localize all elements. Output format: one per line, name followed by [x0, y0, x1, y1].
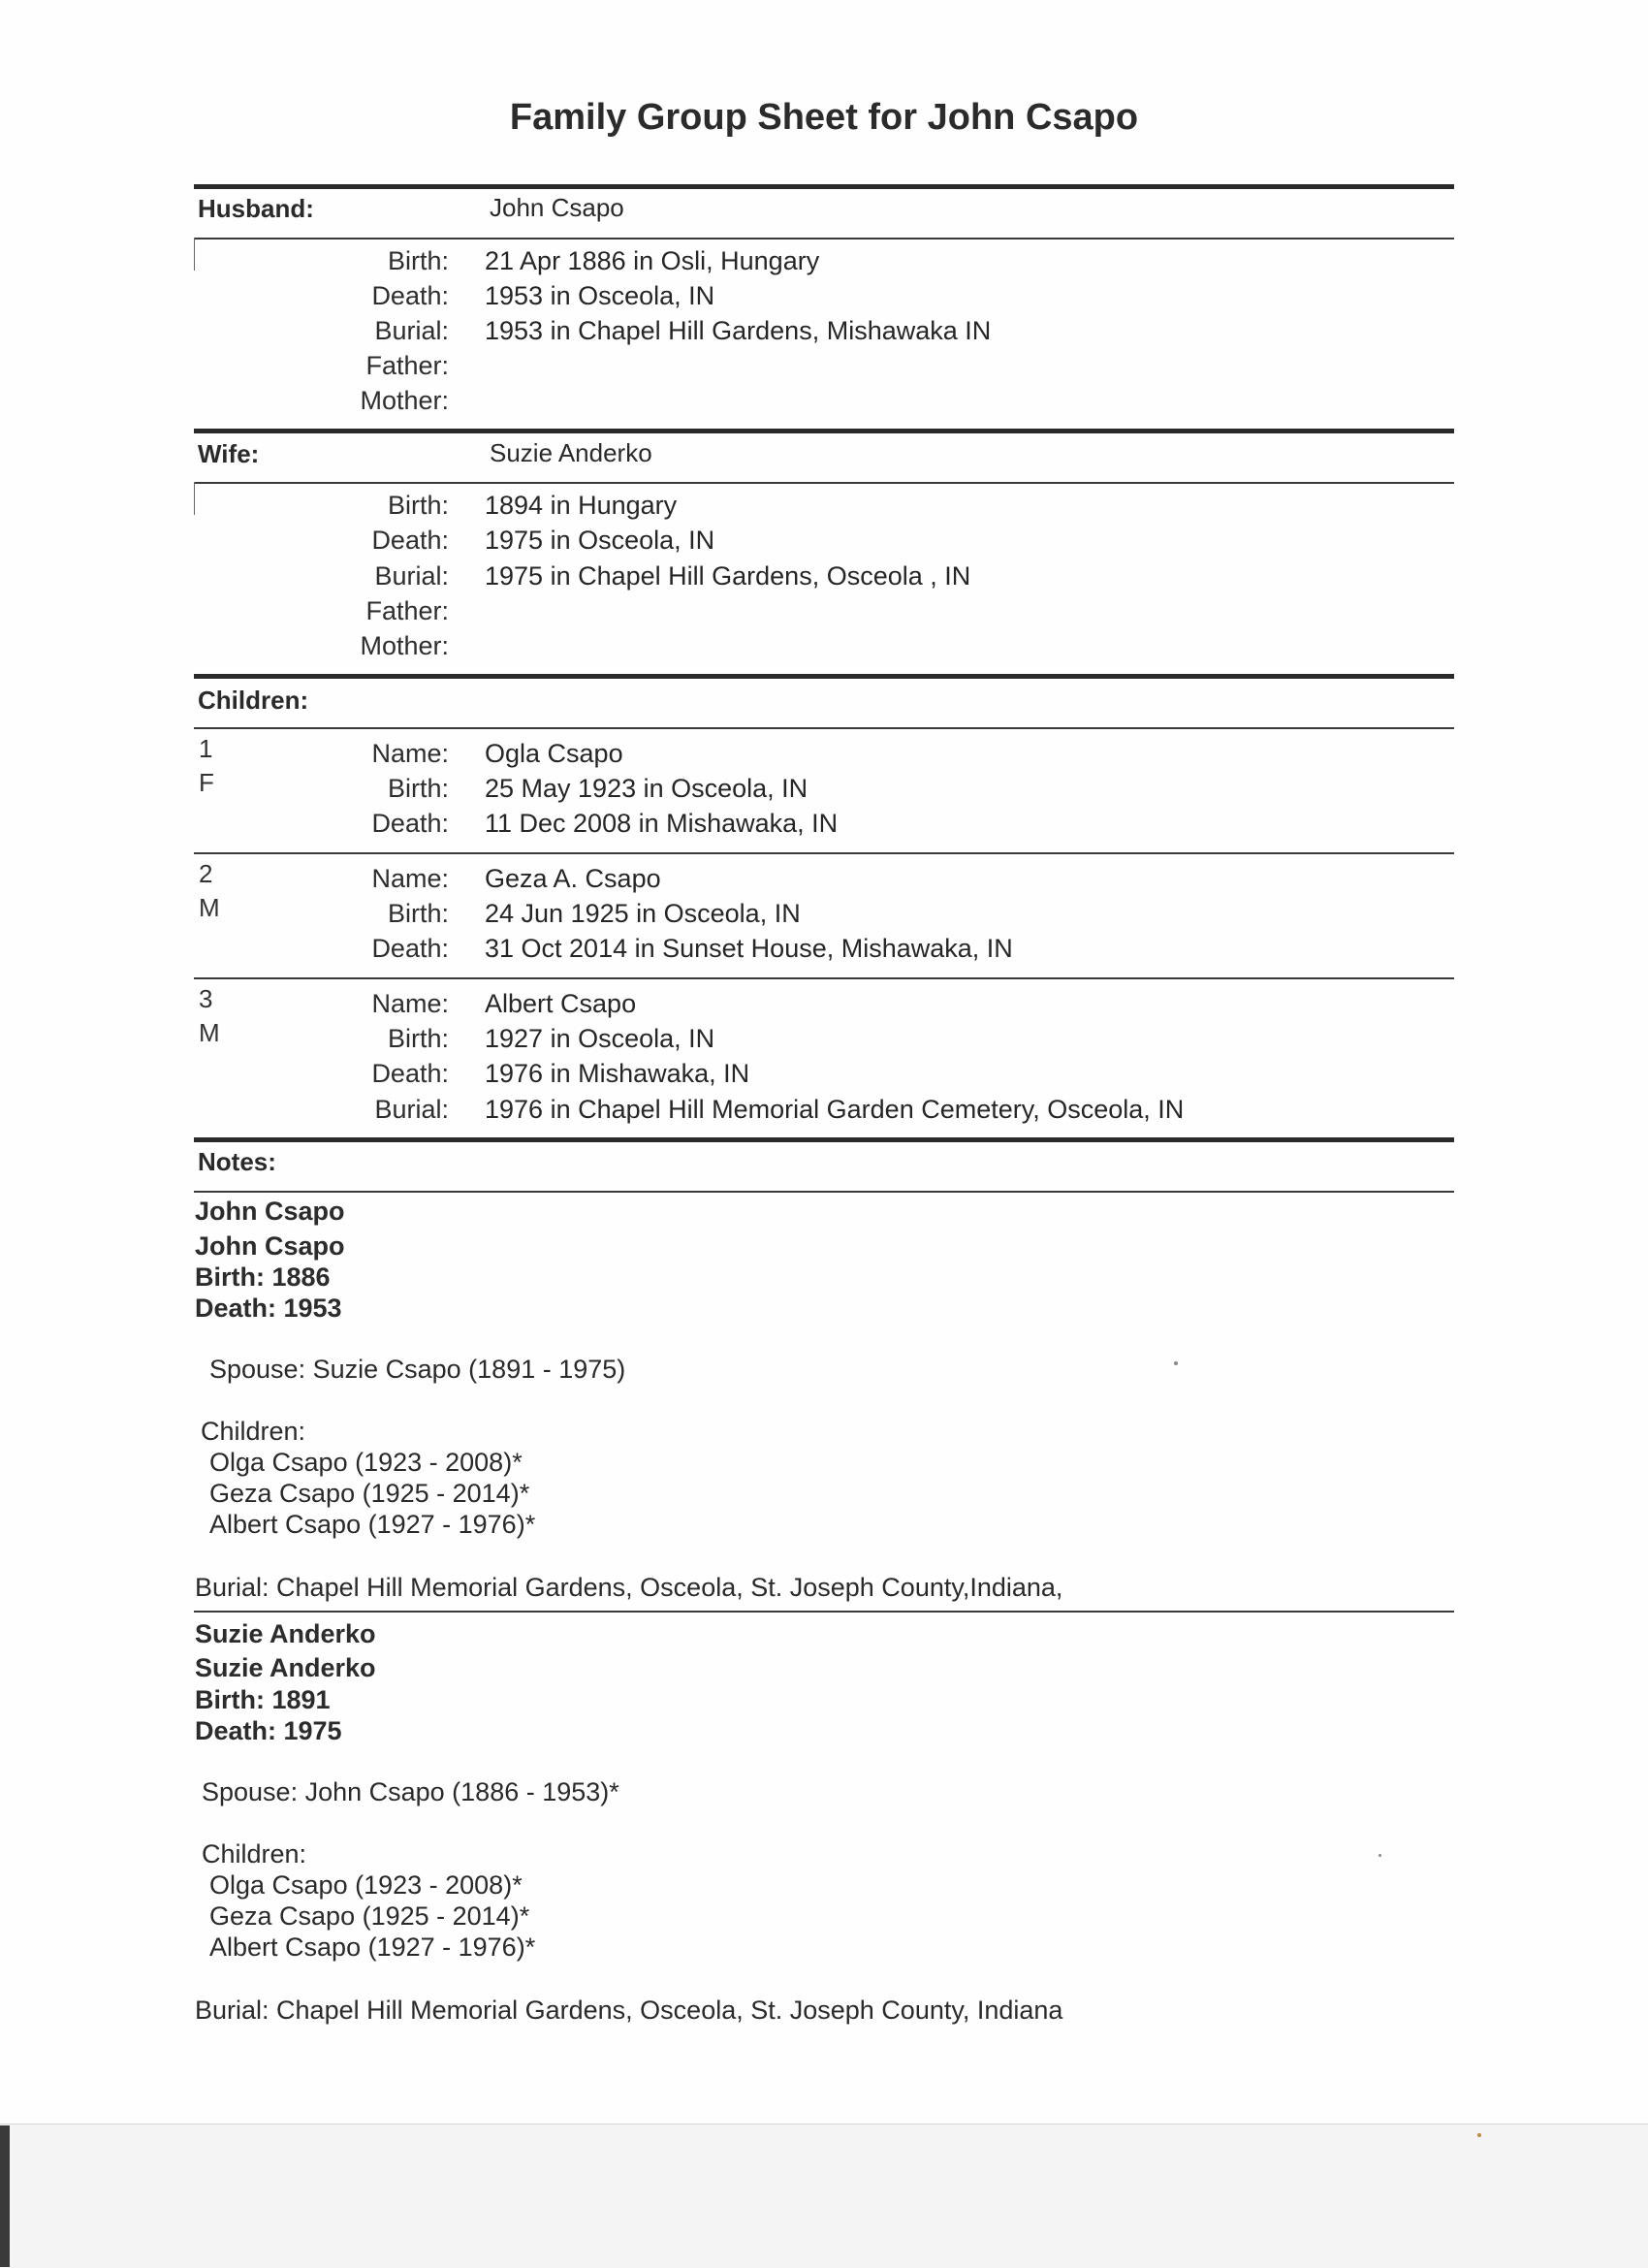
child-death-label: Death:	[371, 1059, 449, 1088]
child-death-label: Death:	[371, 809, 449, 838]
child-sex: M	[199, 893, 220, 922]
child-birth-value: 1927 in Osceola, IN	[485, 1024, 715, 1053]
note-child: Albert Csapo (1927 - 1976)*	[209, 1510, 536, 1539]
child-number: 3	[199, 984, 213, 1013]
child-number: 1	[199, 734, 213, 763]
child-number: 2	[199, 859, 213, 888]
child-burial-label: Burial:	[374, 1095, 449, 1124]
note-name: John Csapo	[195, 1231, 345, 1261]
child-name-value: Ogla Csapo	[485, 739, 623, 768]
note-child: Olga Csapo (1923 - 2008)*	[209, 1870, 523, 1900]
child-burial-value: 1976 in Chapel Hill Memorial Garden Cemetery, Osceola, IN	[485, 1095, 1185, 1124]
wife-death-value: 1975 in Osceola, IN	[485, 526, 715, 555]
section-divider	[194, 184, 1454, 189]
children-heading: Children:	[198, 686, 309, 715]
section-divider	[194, 1137, 1454, 1142]
divider	[194, 238, 1454, 240]
child-birth-label: Birth:	[387, 1024, 449, 1053]
child-birth-value: 24 Jun 1925 in Osceola, IN	[485, 899, 801, 928]
wife-birth-value: 1894 in Hungary	[485, 491, 678, 520]
note-death: Death: 1953	[195, 1294, 342, 1323]
notes-heading: Notes:	[198, 1147, 276, 1176]
divider	[194, 727, 1454, 729]
wife-father-label: Father:	[365, 596, 449, 625]
husband-death-label: Death:	[371, 281, 449, 310]
child-death-value: 1976 in Mishawaka, IN	[485, 1059, 750, 1088]
child-name-label: Name:	[371, 739, 449, 768]
note-child: Olga Csapo (1923 - 2008)*	[209, 1448, 523, 1477]
note-child: Geza Csapo (1925 - 2014)*	[209, 1479, 530, 1508]
child-sex: M	[199, 1018, 220, 1047]
wife-mother-label: Mother:	[360, 631, 449, 660]
wife-name: Suzie Anderko	[490, 438, 652, 467]
note-child: Geza Csapo (1925 - 2014)*	[209, 1901, 530, 1931]
divider	[194, 1611, 1454, 1613]
husband-birth-value: 21 Apr 1886 in Osli, Hungary	[485, 246, 820, 275]
scan-speck	[1174, 1361, 1178, 1365]
divider	[194, 1191, 1454, 1193]
note-heading: Suzie Anderko	[195, 1619, 376, 1648]
husband-burial-value: 1953 in Chapel Hill Gardens, Mishawaka IN	[485, 316, 992, 345]
child-birth-label: Birth:	[387, 899, 449, 928]
section-divider	[194, 429, 1454, 433]
child-death-value: 11 Dec 2008 in Mishawaka, IN	[485, 809, 839, 838]
note-spouse: Spouse: Suzie Csapo (1891 - 1975)	[209, 1355, 626, 1384]
page-title: Family Group Sheet for John Csapo	[509, 97, 1139, 138]
note-spouse: Spouse: John Csapo (1886 - 1953)*	[202, 1777, 619, 1806]
husband-heading: Husband:	[198, 194, 314, 223]
note-children-label: Children:	[202, 1839, 307, 1869]
child-birth-value: 25 May 1923 in Osceola, IN	[485, 774, 808, 803]
scanner-bed	[0, 2124, 1648, 2268]
note-birth: Birth: 1891	[195, 1685, 331, 1714]
wife-birth-label: Birth:	[387, 491, 449, 520]
child-name-value: Geza A. Csapo	[485, 864, 661, 893]
child-name-label: Name:	[371, 864, 449, 893]
divider	[194, 482, 1454, 484]
section-divider	[194, 674, 1454, 679]
child-name-value: Albert Csapo	[485, 989, 637, 1018]
note-name: Suzie Anderko	[195, 1653, 376, 1682]
husband-birth-label: Birth:	[387, 246, 449, 275]
note-children-label: Children:	[201, 1417, 306, 1446]
wife-burial-value: 1975 in Chapel Hill Gardens, Osceola , IN	[485, 561, 971, 591]
child-birth-label: Birth:	[387, 774, 449, 803]
husband-burial-label: Burial:	[374, 316, 449, 345]
child-sex: F	[199, 768, 214, 797]
scan-speck	[1379, 1854, 1381, 1857]
wife-death-label: Death:	[371, 526, 449, 555]
scan-edge	[0, 2125, 10, 2267]
note-death: Death: 1975	[195, 1716, 342, 1745]
note-heading: John Csapo	[195, 1197, 345, 1226]
note-burial: Burial: Chapel Hill Memorial Gardens, Osceola, St. Joseph County,Indiana,	[195, 1573, 1063, 1602]
note-birth: Birth: 1886	[195, 1262, 331, 1292]
child-name-label: Name:	[371, 989, 449, 1018]
note-child: Albert Csapo (1927 - 1976)*	[209, 1933, 536, 1962]
child-death-value: 31 Oct 2014 in Sunset House, Mishawaka, IN	[485, 934, 1013, 963]
husband-father-label: Father:	[365, 351, 449, 380]
husband-name: John Csapo	[490, 193, 624, 222]
divider	[194, 977, 1454, 979]
husband-death-value: 1953 in Osceola, IN	[485, 281, 715, 310]
wife-heading: Wife:	[198, 439, 260, 468]
note-burial: Burial: Chapel Hill Memorial Gardens, Osceola, St. Joseph County, Indiana	[195, 1996, 1063, 2025]
scan-speck	[1477, 2133, 1481, 2137]
wife-burial-label: Burial:	[374, 561, 449, 591]
husband-mother-label: Mother:	[360, 386, 449, 415]
child-death-label: Death:	[371, 934, 449, 963]
divider	[194, 852, 1454, 854]
